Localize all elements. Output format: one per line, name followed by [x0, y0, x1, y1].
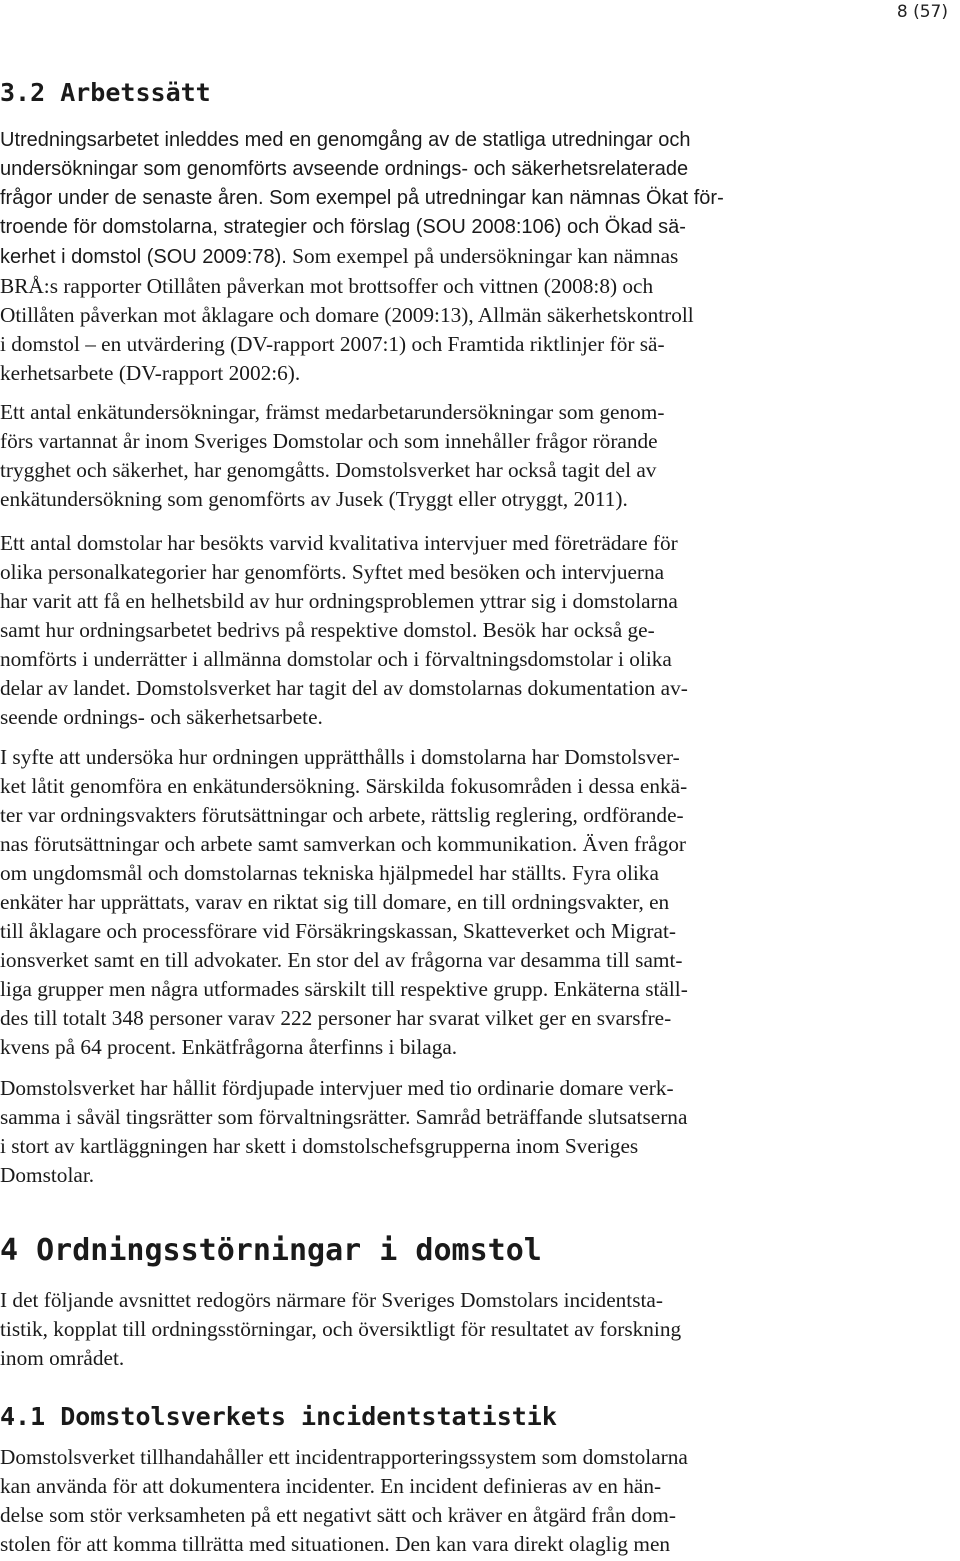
page-number: 8 (57) [896, 2, 948, 22]
text-line [0, 242, 805, 272]
text-line: ionsverket samt en till advokater. En stor del av frågorna var desamma till samt- [0, 948, 683, 972]
text-line: Ett antal enkätundersökningar, främst medarbetarundersökningar som genom- [0, 400, 665, 424]
text-line: tistik, kopplat till ordningsstörningar, och översiktligt för resultatet av forskning [0, 1317, 682, 1341]
paragraph-3-2-2 [0, 398, 805, 514]
text-line: samma i såväl tingsrätter som förvaltningsrätter. Samråd beträffande slutsatserna [0, 1105, 688, 1129]
text-line: delar av landet. Domstolsverket har tagit del av domstolarnas dokumentation av- [0, 676, 688, 700]
text-line: enkäter har upprättats, varav en riktat sig till domare, en till ordningsvakter, en [0, 890, 670, 914]
text-line: undersökningar som genomförts avseende ordnings- och säkerhetsrelaterade [0, 158, 689, 180]
text-line: har varit att få en helhetsbild av hur ordningsproblemen yttrar sig i domstolarna [0, 589, 678, 613]
text-line: Ett antal domstolar har besökts varvid kvalitativa intervjuer med företrädare för [0, 531, 678, 555]
section-heading-4-1: 4.1 Domstolsverkets incidentstatistik [0, 1402, 557, 1431]
section-heading-4: 4 Ordningsstörningar i domstol [0, 1233, 542, 1268]
text-line: seende ordnings- och säkerhetsarbete. [0, 705, 323, 729]
text-line: delse som stör verksamheten på ett negativt sätt och kräver en åtgärd från dom- [0, 1503, 676, 1527]
text-line: ket låtit genomföra en enkätundersökning. Särskilda fokusområden i dessa enkä- [0, 774, 688, 798]
text-line: stolen för att komma tillrätta med situationen. Den kan vara direkt olaglig men [0, 1532, 671, 1556]
text-line: nomförts i underrätter i allmänna domstolar och i förvaltningsdomstolar i olika [0, 647, 672, 671]
text-fragment: kerhet i domstol (SOU 2009:78). [0, 246, 287, 268]
text-line: kvens på 64 procent. Enkätfrågorna återfinns i bilaga. [0, 1035, 458, 1059]
text-line: om ungdomsmål och domstolarnas tekniska hjälpmedel har ställts. Fyra olika [0, 861, 659, 885]
text-line: des till totalt 348 personer varav 222 personer har svarat vilket ger en svarsfre- [0, 1006, 672, 1030]
text-line: kan använda för att dokumentera incidenter. En incident definieras av en hän- [0, 1474, 662, 1498]
text-line: förs vartannat år inom Sveriges Domstolar och som innehåller frågor rörande [0, 429, 658, 453]
text-line: frågor under de senaste åren. Som exempel på utredningar kan nämnas Ökat för- [0, 187, 724, 209]
text-line: troende för domstolarna, strategier och förslag (SOU 2008:106) och Ökad sä- [0, 216, 686, 238]
text-line: Otillåten påverkan mot åklagare och domare (2009:13), Allmän säkerhetskontroll [0, 303, 694, 327]
text-line: enkätundersökning som genomförts av Jusek (Tryggt eller otryggt, 2011). [0, 487, 628, 511]
text-fragment: Som exempel på undersökningar kan nämnas [286, 244, 679, 268]
text-line: olika personalkategorier har genomförts. Syftet med besöken och intervjuerna [0, 560, 665, 584]
paragraph-3-2-5 [0, 1074, 805, 1190]
text-line: till åklagare och processförare vid Försäkringskassan, Skatteverket och Migrat- [0, 919, 676, 943]
text-line: Domstolsverket tillhandahåller ett incidentrapporteringssystem som domstolarna [0, 1445, 688, 1469]
paragraph-4-1-1 [0, 1443, 805, 1559]
text-line: nas förutsättningar och arbete samt samverkan och kommunikation. Även frågor [0, 832, 687, 856]
text-line: Domstolsverket har hållit fördjupade intervjuer med tio ordinarie domare verk- [0, 1076, 674, 1100]
text-line: I det följande avsnittet redogörs närmare för Sveriges Domstolars incidentsta- [0, 1288, 663, 1312]
paragraph-3-2-4 [0, 743, 805, 1062]
text-line: kerhetsarbete (DV-rapport 2002:6). [0, 361, 301, 385]
paragraph-3-2-3 [0, 529, 805, 732]
text-line: samt hur ordningsarbetet bedrivs på respektive domstol. Besök har också ge- [0, 618, 655, 642]
text-line: i domstol – en utvärdering (DV-rapport 2007:1) och Framtida riktlinjer för sä- [0, 332, 665, 356]
text-line: liga grupper men några utformades särskilt till respektive grupp. Enkäterna ställ- [0, 977, 688, 1001]
paragraph-3-2-1 [0, 126, 805, 388]
text-line: ter var ordningsvakters förutsättningar och arbete, rättslig reglering, ordförande- [0, 803, 684, 827]
text-line: i stort av kartläggningen har skett i domstolschefsgrupperna inom Sveriges [0, 1134, 639, 1158]
text-line: inom området. [0, 1346, 125, 1370]
text-line: trygghet och säkerhet, har genomgåtts. Domstolsverket har också tagit del av [0, 458, 657, 482]
paragraph-4-1 [0, 1286, 805, 1373]
text-line: BRÅ:s rapporter Otillåten påverkan mot brottsoffer och vittnen (2008:8) och [0, 274, 654, 298]
text-line: Utredningsarbetet inleddes med en genomgång av de statliga utredningar och [0, 129, 691, 151]
text-line: I syfte att undersöka hur ordningen upprätthålls i domstolarna har Domstolsver- [0, 745, 680, 769]
text-line: Domstolar. [0, 1163, 95, 1187]
section-heading-3-2: 3.2 Arbetssätt [0, 78, 211, 107]
